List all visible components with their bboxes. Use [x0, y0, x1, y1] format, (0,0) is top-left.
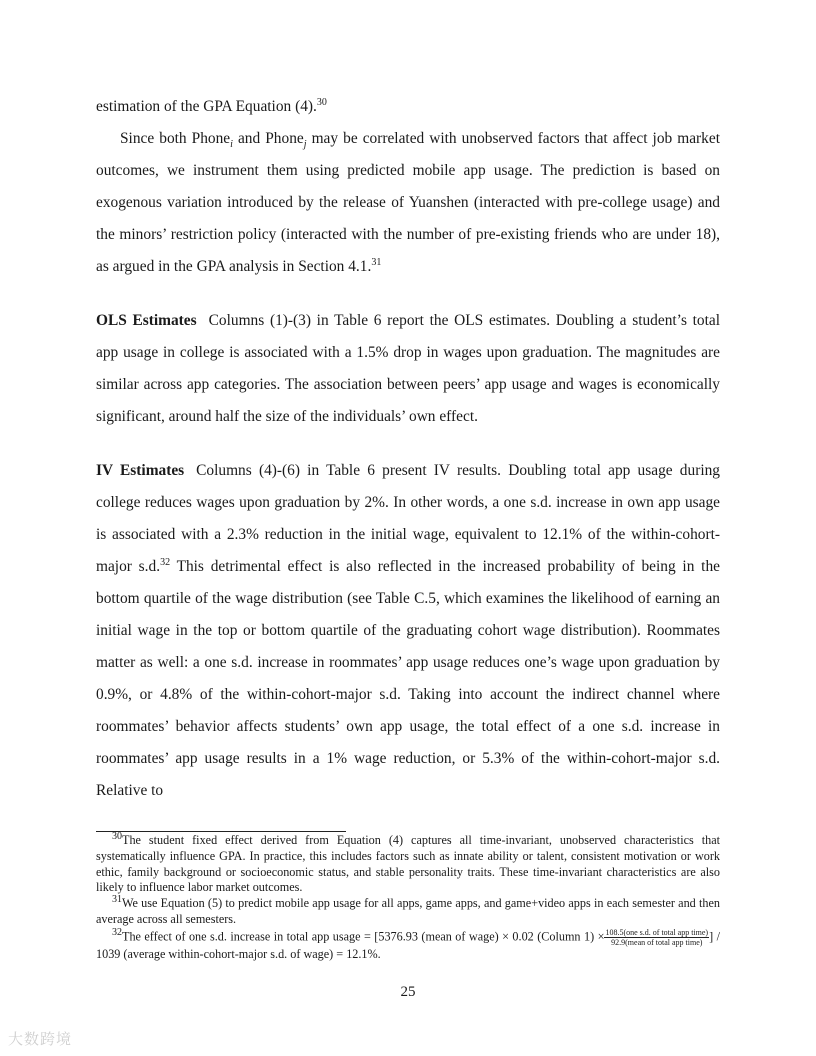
footnote-ref-31[interactable]: 31 — [371, 256, 382, 268]
paragraph-continuation: estimation of the GPA Equation (4).$^{30}$ — [96, 96, 327, 115]
footnote-divider — [96, 831, 346, 832]
footnote-ref-32[interactable]: 32 — [160, 556, 171, 568]
footnotes — [96, 830, 720, 963]
paragraph-iv-estimates: IV Estimates Columns (4)-(6) in Table 6 present IV results. Doubling total app usage during college reduces wages upon graduation by 2%. In other words, a one s.d. increase in own app usage is associated with a 2.3% reduction in the initial wage, equivalent to 12.1% of the within-cohort-major s.d.$^{32}$ This detrimental effect is also reflected in the increased probability of being in the bottom quartile of the wage distribution (see Table C.5, which examines the likelihood of earning an initial wage in the top or bottom quartile of the graduating cohort wage distribution). Roommates matter as well: a one s.d. increase in roommates’ app usage reduces one’s wage upon graduation by 0.9%, or 4.8% of the within-cohort-major s.d. Taking into account the indirect channel where roommates’ behavior affects students’ own app usage, the total effect of a one s.d. increase in roommates’ app usage results in a 1% wage reduction, or 5.3% of the within-cohort-major s.d. Relative to — [96, 462, 720, 799]
ols-heading: OLS Estimates — [96, 312, 197, 329]
iv-heading: IV Estimates — [96, 462, 185, 479]
footnote-32: $^{32}$The effect of one s.d. increase in total app usage = [5376.93 (mean of wage) × 0.02 (Column 1) × $\frac{\text{108.5(one s.d. of total app time)}}{\text{92.9(mean of total app time)}}$ ] / 1039 (average within-cohort-major s.d. of wage) = 12.1%. — [96, 927, 720, 961]
fraction: $\frac{\text{108.5(one s.d. of total app time)}}{\text{92.9(mean of total app time)}}$ — [605, 927, 709, 947]
paragraph-ols-estimates: OLS Estimates Columns (1)-(3) in Table 6 report the OLS estimates. Doubling a student’s total app usage in college is associated with a 1.5% drop in wages upon graduation. The magnitudes are similar across app categories. The association between peers’ app usage and wages is economically significant, around half the size of the individuals’ own effect. — [96, 312, 721, 425]
watermark-logo: 大数跨境 — [8, 1030, 73, 1048]
footnote-ref-30[interactable]: 30 — [316, 96, 327, 108]
page-number: 25 — [400, 984, 416, 1000]
footnote-31: $^{31}$We use Equation (5) to predict mobile app usage for all apps, game apps, and game+video apps in each semester and then average across all semesters. — [96, 894, 720, 926]
paragraph-instrument: Since both Phone$_i$ and Phone$_j$ may be correlated with unobserved factors that affect job market outcomes, we instrument them using predicted mobile app usage. The prediction is based on exogenous variation introduced by the release of Yuanshen (interacted with pre-college usage) and the minors’ restriction policy (interacted with the number of pre-existing friends who are under 18), as argued in the GPA analysis in Section 4.1.31 — [96, 130, 720, 275]
footnote-30: $^{30}$The student fixed effect derived from Equation (4) captures all time-invariant, unobserved characteristics that systematically influence GPA. In practice, this includes factors such as innate ability or talent, consistent motivation or work ethic, family background or socioeconomic status, and stable personality traits. These time-invariant characteristics are also likely to influence labor market outcomes. — [96, 830, 720, 895]
